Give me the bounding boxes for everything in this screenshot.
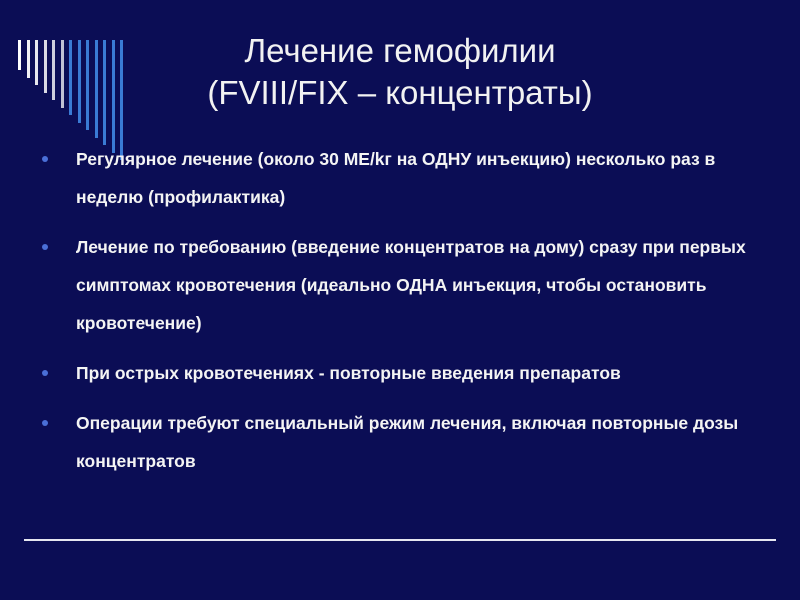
bullet-text: Лечение по требованию (введение концентратов на дому) сразу при первых симптомах кровотечения (идеально ОДНА инъекция, чтобы остановить кровотечение)	[76, 237, 746, 333]
decorative-stripe	[44, 40, 47, 93]
decorative-stripe	[112, 40, 115, 153]
decorative-stripe	[27, 40, 30, 78]
bottom-divider	[24, 539, 776, 541]
decorative-stripe	[61, 40, 64, 108]
decorative-stripe	[78, 40, 81, 123]
bullet-dot-icon	[42, 156, 48, 162]
decorative-stripe	[95, 40, 98, 138]
bullet-item	[42, 228, 772, 342]
decorative-stripe	[35, 40, 38, 85]
bullet-item	[42, 354, 772, 392]
decorative-stripe	[103, 40, 106, 145]
slide-title	[140, 30, 660, 114]
title-line-1: Лечение гемофилии	[244, 32, 556, 69]
bullet-text: Регулярное лечение (около 30 МЕ/kг на ОДНУ инъекцию) несколько раз в неделю (профилактика)	[76, 149, 716, 207]
decorative-stripe	[18, 40, 21, 70]
title-line-2: (FVIII/FIX – концентраты)	[207, 74, 593, 111]
bullet-text: Операции требуют специальный режим лечения, включая повторные дозы концентратов	[76, 413, 739, 471]
bullet-text: При острых кровотечениях - повторные введения препаратов	[76, 363, 621, 383]
bullet-item	[42, 140, 772, 216]
decorative-stripe	[52, 40, 55, 100]
decorative-stripe	[86, 40, 89, 130]
bullet-list	[42, 140, 772, 492]
bullet-dot-icon	[42, 244, 48, 250]
bullet-dot-icon	[42, 370, 48, 376]
bullet-dot-icon	[42, 420, 48, 426]
bullet-item	[42, 404, 772, 480]
decorative-stripe	[69, 40, 72, 115]
